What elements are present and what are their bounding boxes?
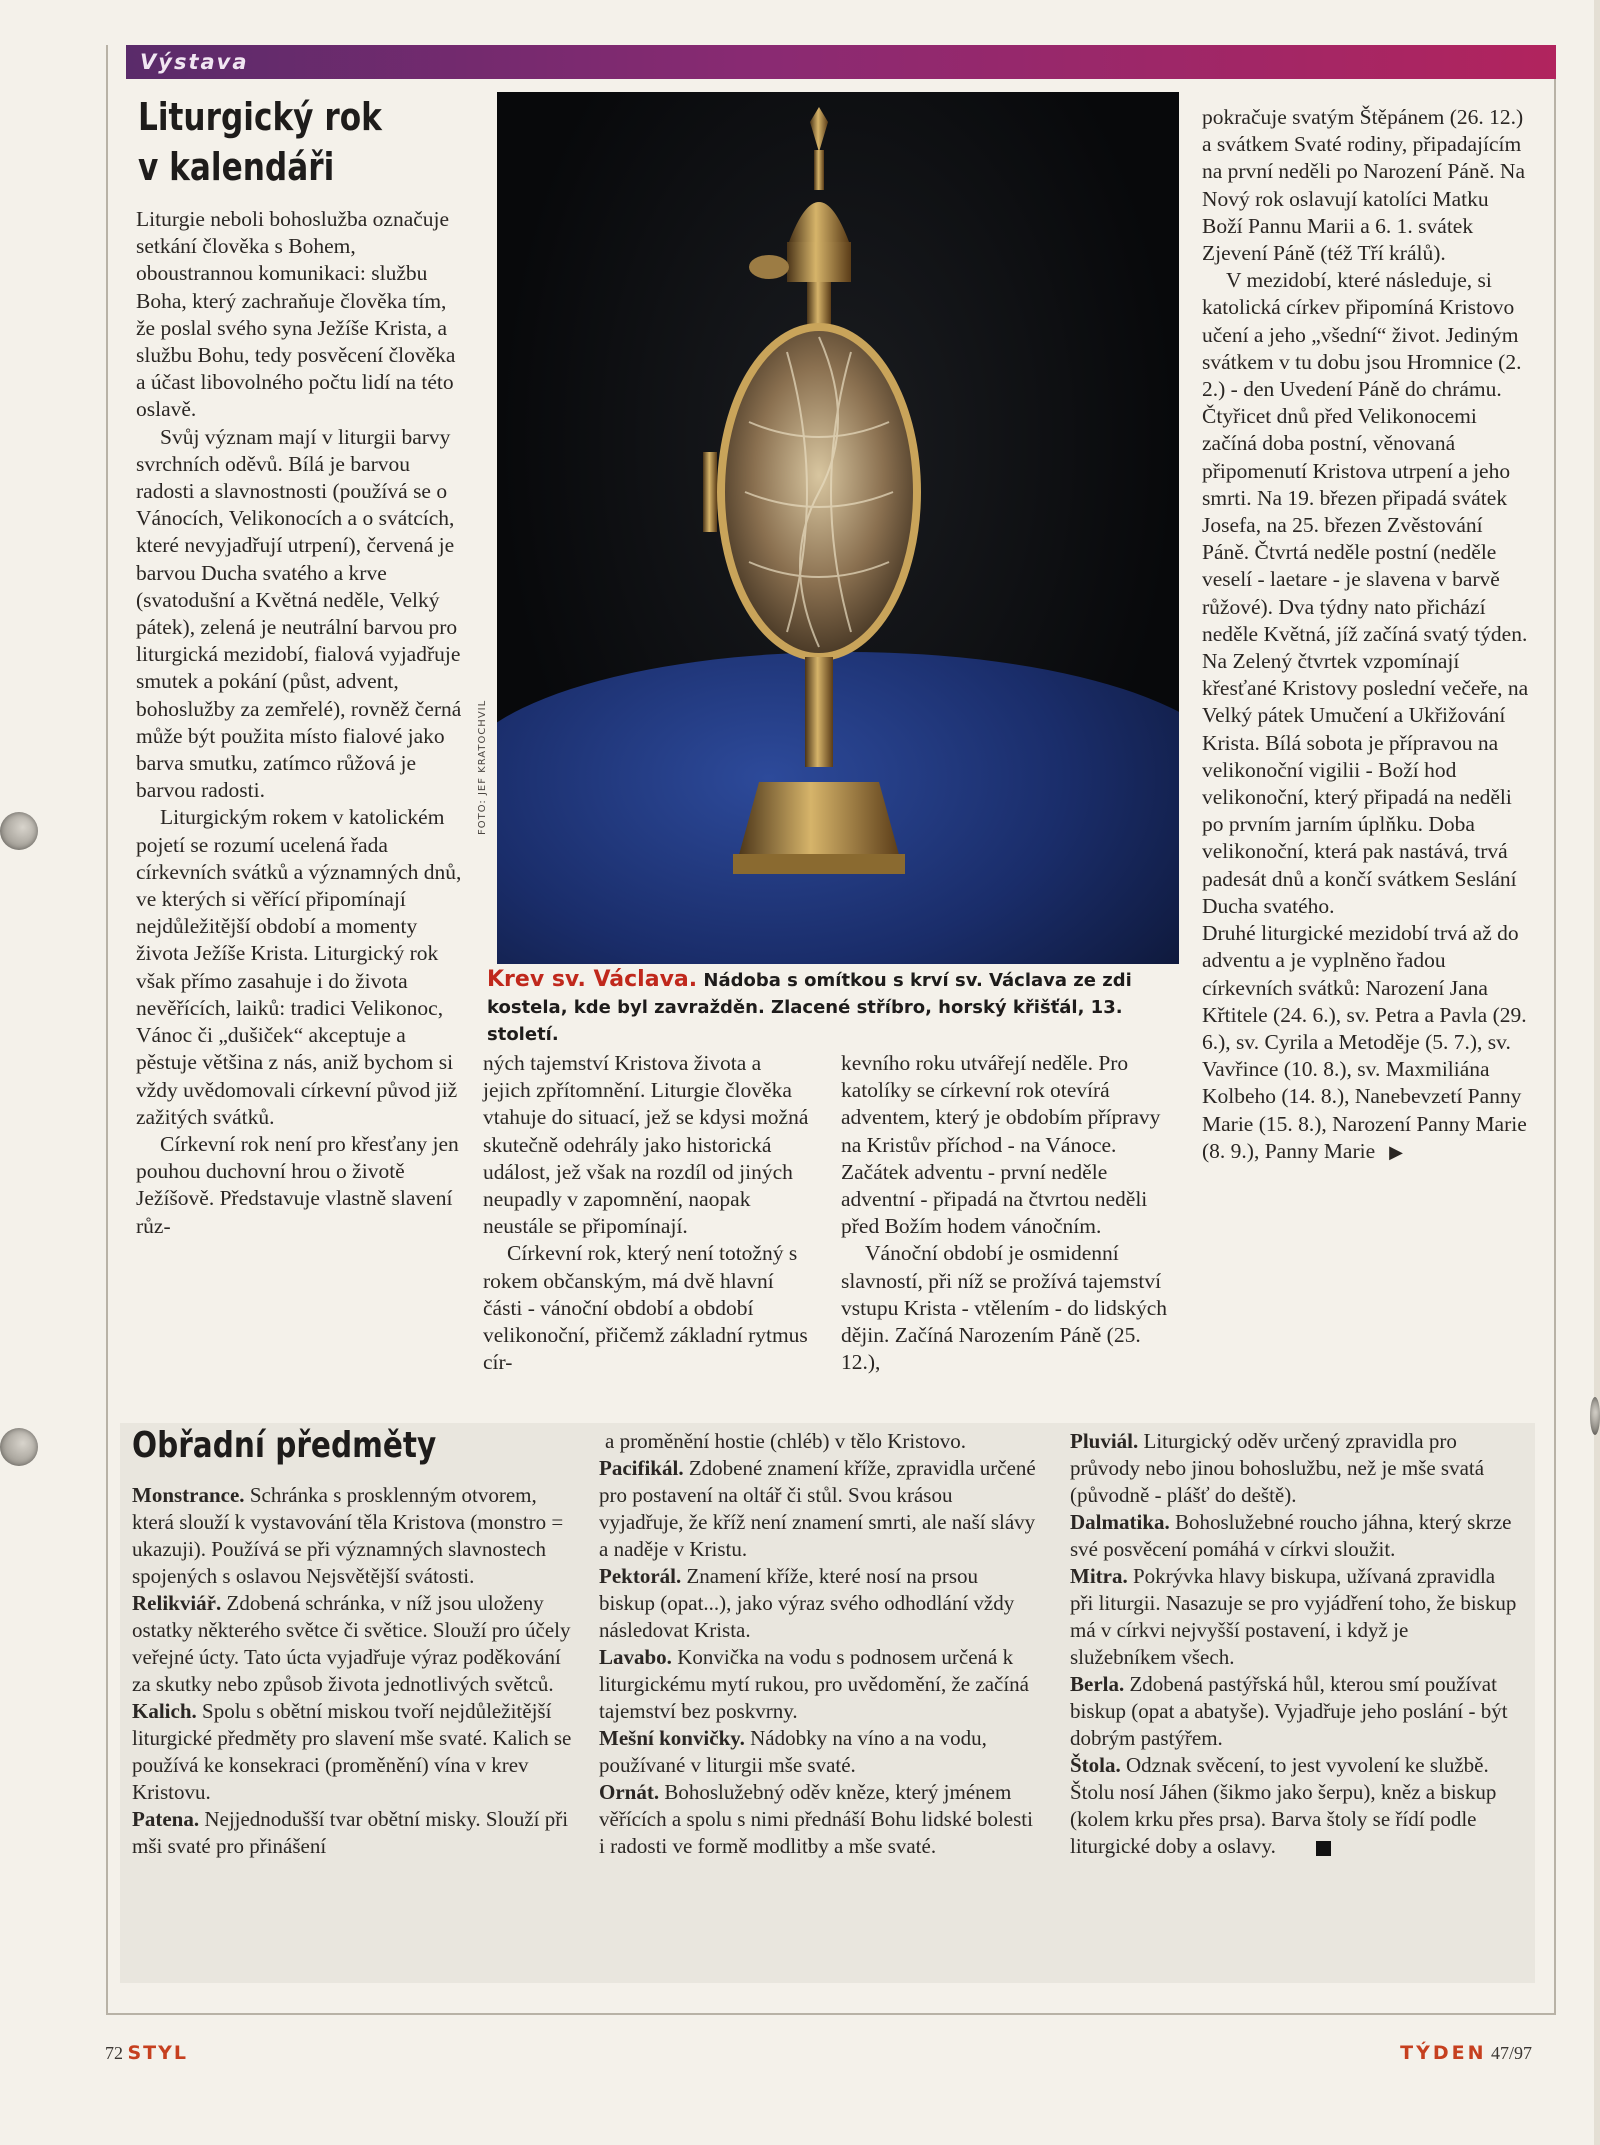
- issue-number: 47/97: [1490, 2043, 1532, 2063]
- object-definition: Zdobená pastýřská hůl, kterou smí používat biskup (opat a abatyše). Vyjadřuje jeho poslání - být dobrým pastýřem.: [1070, 1672, 1508, 1750]
- paragraph: Liturgie neboli bohoslužba označuje setkání člověka s Bohem, oboustrannou komunikaci: službu Boha, který zachraňuje člověka tím, že poslal svého syna Ježíše Krista, a službu Bohu, tedy posvěcení člověka a účast libovolného počtu lidí na této oslavě.: [136, 207, 456, 422]
- object-term: Štola.: [1070, 1753, 1121, 1777]
- object-entry: [132, 1482, 572, 1590]
- binder-hole-lower: [0, 1428, 38, 1466]
- magazine-name: TÝDEN: [1400, 2042, 1487, 2064]
- headline-line-2: v kalendáři: [138, 145, 335, 189]
- footer-left: [105, 2042, 188, 2064]
- object-entry: [599, 1779, 1039, 1860]
- objects-column-3: [1070, 1428, 1518, 1860]
- object-term: Lavabo.: [599, 1645, 672, 1669]
- object-definition: Bohoslužebné roucho jáhna, který skrze své posvěcení pomáhá v církvi sloužit.: [1070, 1510, 1512, 1561]
- text-column-2: [483, 1050, 813, 1376]
- object-term: Berla.: [1070, 1672, 1125, 1696]
- object-definition: Zdobené znamení kříže, zpravidla určené pro postavení na oltář či stůl. Svou krásou vyjadřuje, že kříž není znamení smrti, ale naší slávy a naděje v Kristu.: [599, 1456, 1036, 1561]
- text-column-1: [136, 206, 466, 1240]
- object-entry: [599, 1428, 1039, 1455]
- article-headline: [138, 92, 417, 192]
- binder-hole-upper: [0, 812, 38, 850]
- object-term: Relikviář.: [132, 1591, 222, 1615]
- object-entry: [599, 1644, 1039, 1725]
- object-definition: Nádobky na víno a na vodu, používané v liturgii mše svaté.: [599, 1726, 987, 1777]
- object-entry: [599, 1725, 1039, 1779]
- object-entry: [132, 1806, 572, 1860]
- paragraph: Církevní rok není pro křesťany jen pouhou duchovní hrou o životě Ježíšově. Představuje vlastně slavení růz-: [136, 1131, 459, 1238]
- object-term: Pektorál.: [599, 1564, 682, 1588]
- paragraph: ných tajemství Kristova života a jejich zpřítomnění. Liturgie člověka vtahuje do situací, jež se kdysi možná skutečně odehrály jako historická událost, jež však na rozdíl od jiných neupadly v zapomnění, naopak neustále se připomínají.: [483, 1051, 809, 1239]
- page-number: 72: [105, 2043, 123, 2063]
- object-definition: Schránka s prosklenným otvorem, která slouží k vystavování těla Kristova (monstro = ukazuji). Používá se při významných slavnostech spojených s oslavou Nejsvětější svátosti.: [132, 1483, 564, 1588]
- object-entry: [1070, 1563, 1518, 1671]
- paragraph: Vánoční období je osmidenní slavností, při níž se prožívá tajemství vstupu Krista - vtělením - do lidských dějin. Začíná Narozením Páně (25. 12.),: [841, 1241, 1168, 1375]
- caption-text: Nádoba s omítkou s krví sv. Václava ze zdi kostela, kde byl zavražděn. Zlacené stříbro, horský křišťál, 13. století.: [487, 970, 1132, 1045]
- section-bar: [126, 45, 1556, 79]
- reliquary-illustration: [497, 92, 1179, 964]
- end-of-article-icon: [1316, 1841, 1331, 1856]
- object-definition: Liturgický oděv určený zpravidla pro průvody nebo jinou bohoslužbu, než je mše svatá (původně - plášť do deště).: [1070, 1429, 1485, 1507]
- paragraph: Liturgickým rokem v katolickém pojetí se rozumí ucelená řada církevních svátků a významných dnů, ve kterých si věřící připomínají nejdůležitější období a momenty života Ježíše Krista. Liturgický rok však přímo zasahuje i do života nevěřících, laiků: tradici Velikonoc, Vánoc či „dušiček“ akceptuje a pěstuje většina z nás, aniž bychom si vždy uvědomovali církevní původ již zažitých svátků.: [136, 805, 462, 1129]
- object-entry: [132, 1590, 572, 1698]
- paragraph: Svůj význam mají v liturgii barvy svrchních oděvů. Bílá je barvou radosti a slavnostnosti (používá se o Vánocích, Velikonocích a o svátcích, které nevyjadřují utrpení), červená je barvou Ducha svatého a krve (svatodušní a Květná neděle, Velký pátek), zelená je neutrální barvou pro liturgická mezidobí, fialová vyjadřuje smutek a pokání (půst, advent, bohoslužby za zemřelé), rovněž černá může být použita místo fialové jako barva smutku, zatímco růžová je barvou radosti.: [136, 424, 462, 803]
- photo-credit: FOTO: JEF KRATOCHVIL: [477, 699, 488, 835]
- paragraph: Druhé liturgické mezidobí trvá až do adventu a je vyplněno řadou církevních svátků: Narození Jana Křtitele (24. 6.), sv. Petra a Pavla (29. 6.), sv. Cyrila a Metoděje (5. 7.), sv. Vavřince (10. 8.), sv. Maxmiliána Kolbeho (14. 8.), Nanebevzetí Panny Marie (15. 8.), Narození Panny Marie (8. 9.), Panny Marie: [1202, 921, 1527, 1163]
- object-term: Mešní konvičky.: [599, 1726, 745, 1750]
- object-term: Patena.: [132, 1807, 200, 1831]
- object-entry: [132, 1698, 572, 1806]
- paragraph: Církevní rok, který není totožný s rokem občanským, má dvě hlavní části - vánoční období a období velikonoční, přičemž základní rytmus cír-: [483, 1241, 808, 1375]
- object-term: Pacifikál.: [599, 1456, 684, 1480]
- text-column-4: [1202, 104, 1532, 1166]
- object-term: Ornát.: [599, 1780, 660, 1804]
- object-term: Pluviál.: [1070, 1429, 1139, 1453]
- footer-right: [1400, 2042, 1532, 2064]
- object-term: Monstrance.: [132, 1483, 245, 1507]
- page-edge: [1594, 0, 1600, 2145]
- object-definition: Konvička na vodu s podnosem určená k liturgickému mytí rukou, pro uvědomění, že začíná tajemství bez poskvrny.: [599, 1645, 1029, 1723]
- object-definition: Pokrývka hlavy biskupa, užívaná zpravidla při liturgii. Nasazuje se pro vyjádření toho, že biskup má v církvi nejvyšší postavení, i když je služebníkem všech.: [1070, 1564, 1517, 1669]
- object-entry: [1070, 1671, 1518, 1752]
- paragraph: V mezidobí, které následuje, si katolická církev připomíná Kristovo učení a jeho „všední“ život. Jediným svátkem v tu dobu jsou Hromnice (2. 2.) - den Uvedení Páně do chrámu. Čtyřicet dnů před Velikonocemi začíná doba postní, věnovaná připomenutí Kristova utrpení a jeho smrti. Na 19. březen připadá svátek Josefa, na 25. březen Zvěstování Páně. Čtvrtá neděle postní (neděle veselí - laetare - je slavena v barvě růžové). Dva týdny nato přichází neděle Květná, jíž začíná svatý týden. Na Zelený čtvrtek vzpomínají křesťané Kristovy poslední večeře, na Velký pátek Umučení a Ukřižování Krista. Bílá sobota je přípravou na velikonoční vigilii - Boží hod velikonoční, který připadá na neděli po prvním jarním úplňku. Doba velikonoční, která pak nastává, trvá padesát dnů a končí svátkem Seslání Ducha svatého.: [1202, 268, 1529, 918]
- object-definition: Bohoslužebný oděv kněze, který jménem věřících a spolu s nimi přednáší Bohu lidské bolesti i radosti ve formě modlitby a mše svaté.: [599, 1780, 1033, 1858]
- objects-column-2: [599, 1428, 1039, 1860]
- headline-line-1: Liturgický rok: [138, 95, 382, 139]
- binder-hole-right: [1590, 1397, 1600, 1435]
- paragraph: kevního roku utvářejí neděle. Pro katolíky se církevní rok otevírá adventem, který je obdobím přípravy na Kristův příchod - na Vánoce. Začátek adventu - první neděle adventní - připadá na čtvrtou neděli před Božím hodem vánočním.: [841, 1051, 1161, 1239]
- object-entry: [1070, 1752, 1518, 1860]
- text-column-3: [841, 1050, 1171, 1376]
- object-entry: [599, 1455, 1039, 1563]
- section-label: Výstava: [140, 50, 249, 74]
- objects-column-1: [132, 1482, 572, 1860]
- object-definition: Spolu s obětní miskou tvoří nejdůležitější liturgické předměty pro slavení mše svaté. Kalich se používá ke konsekraci (proměnění) vína v krev Kristovu.: [132, 1699, 572, 1804]
- object-definition: Odznak svěcení, to jest vyvolení ke službě. Štolu nosí Jáhen (šikmo jako šerpu), kněz a biskup (kolem krku přes prsa). Barva štoly se řídí podle liturgické doby a oslavy.: [1070, 1753, 1497, 1858]
- object-term: Dalmatika.: [1070, 1510, 1170, 1534]
- object-entry: [1070, 1428, 1518, 1509]
- paragraph: pokračuje svatým Štěpánem (26. 12.) a svátkem Svaté rodiny, připadajícím na první neděli po Narození Páně. Na Nový rok oslavují katolíci Matku Boží Pannu Marii a 6. 1. svátek Zjevení Páně (též Tří králů).: [1202, 105, 1525, 266]
- object-term: Mitra.: [1070, 1564, 1128, 1588]
- object-term: Kalich.: [132, 1699, 197, 1723]
- object-definition: a proměnění hostie (chléb) v tělo Kristovo.: [605, 1429, 966, 1453]
- object-entry: [599, 1563, 1039, 1644]
- object-definition: Nejjednodušší tvar obětní misky. Slouží při mši svaté pro přinášení: [132, 1807, 569, 1858]
- object-definition: Znamení kříže, které nosí na prsou biskup (opat...), jako výraz svého odhodlání vždy následovat Krista.: [599, 1564, 1015, 1642]
- object-entry: [1070, 1509, 1518, 1563]
- objects-title: Obřadní předměty: [132, 1425, 437, 1466]
- object-definition: Zdobená schránka, v níž jsou uloženy ostatky některého světce či světice. Slouží pro účely veřejné úcty. Tato úcta vyjadřuje výraz poděkování za skutky nebo způsob života jednotlivých světců.: [132, 1591, 571, 1696]
- continue-arrow-icon: ▶: [1389, 1141, 1403, 1162]
- photo-caption: [487, 966, 1187, 1048]
- section-name: STYL: [127, 2042, 189, 2064]
- caption-title: Krev sv. Václava.: [487, 967, 698, 992]
- reliquary-photo: [497, 92, 1179, 964]
